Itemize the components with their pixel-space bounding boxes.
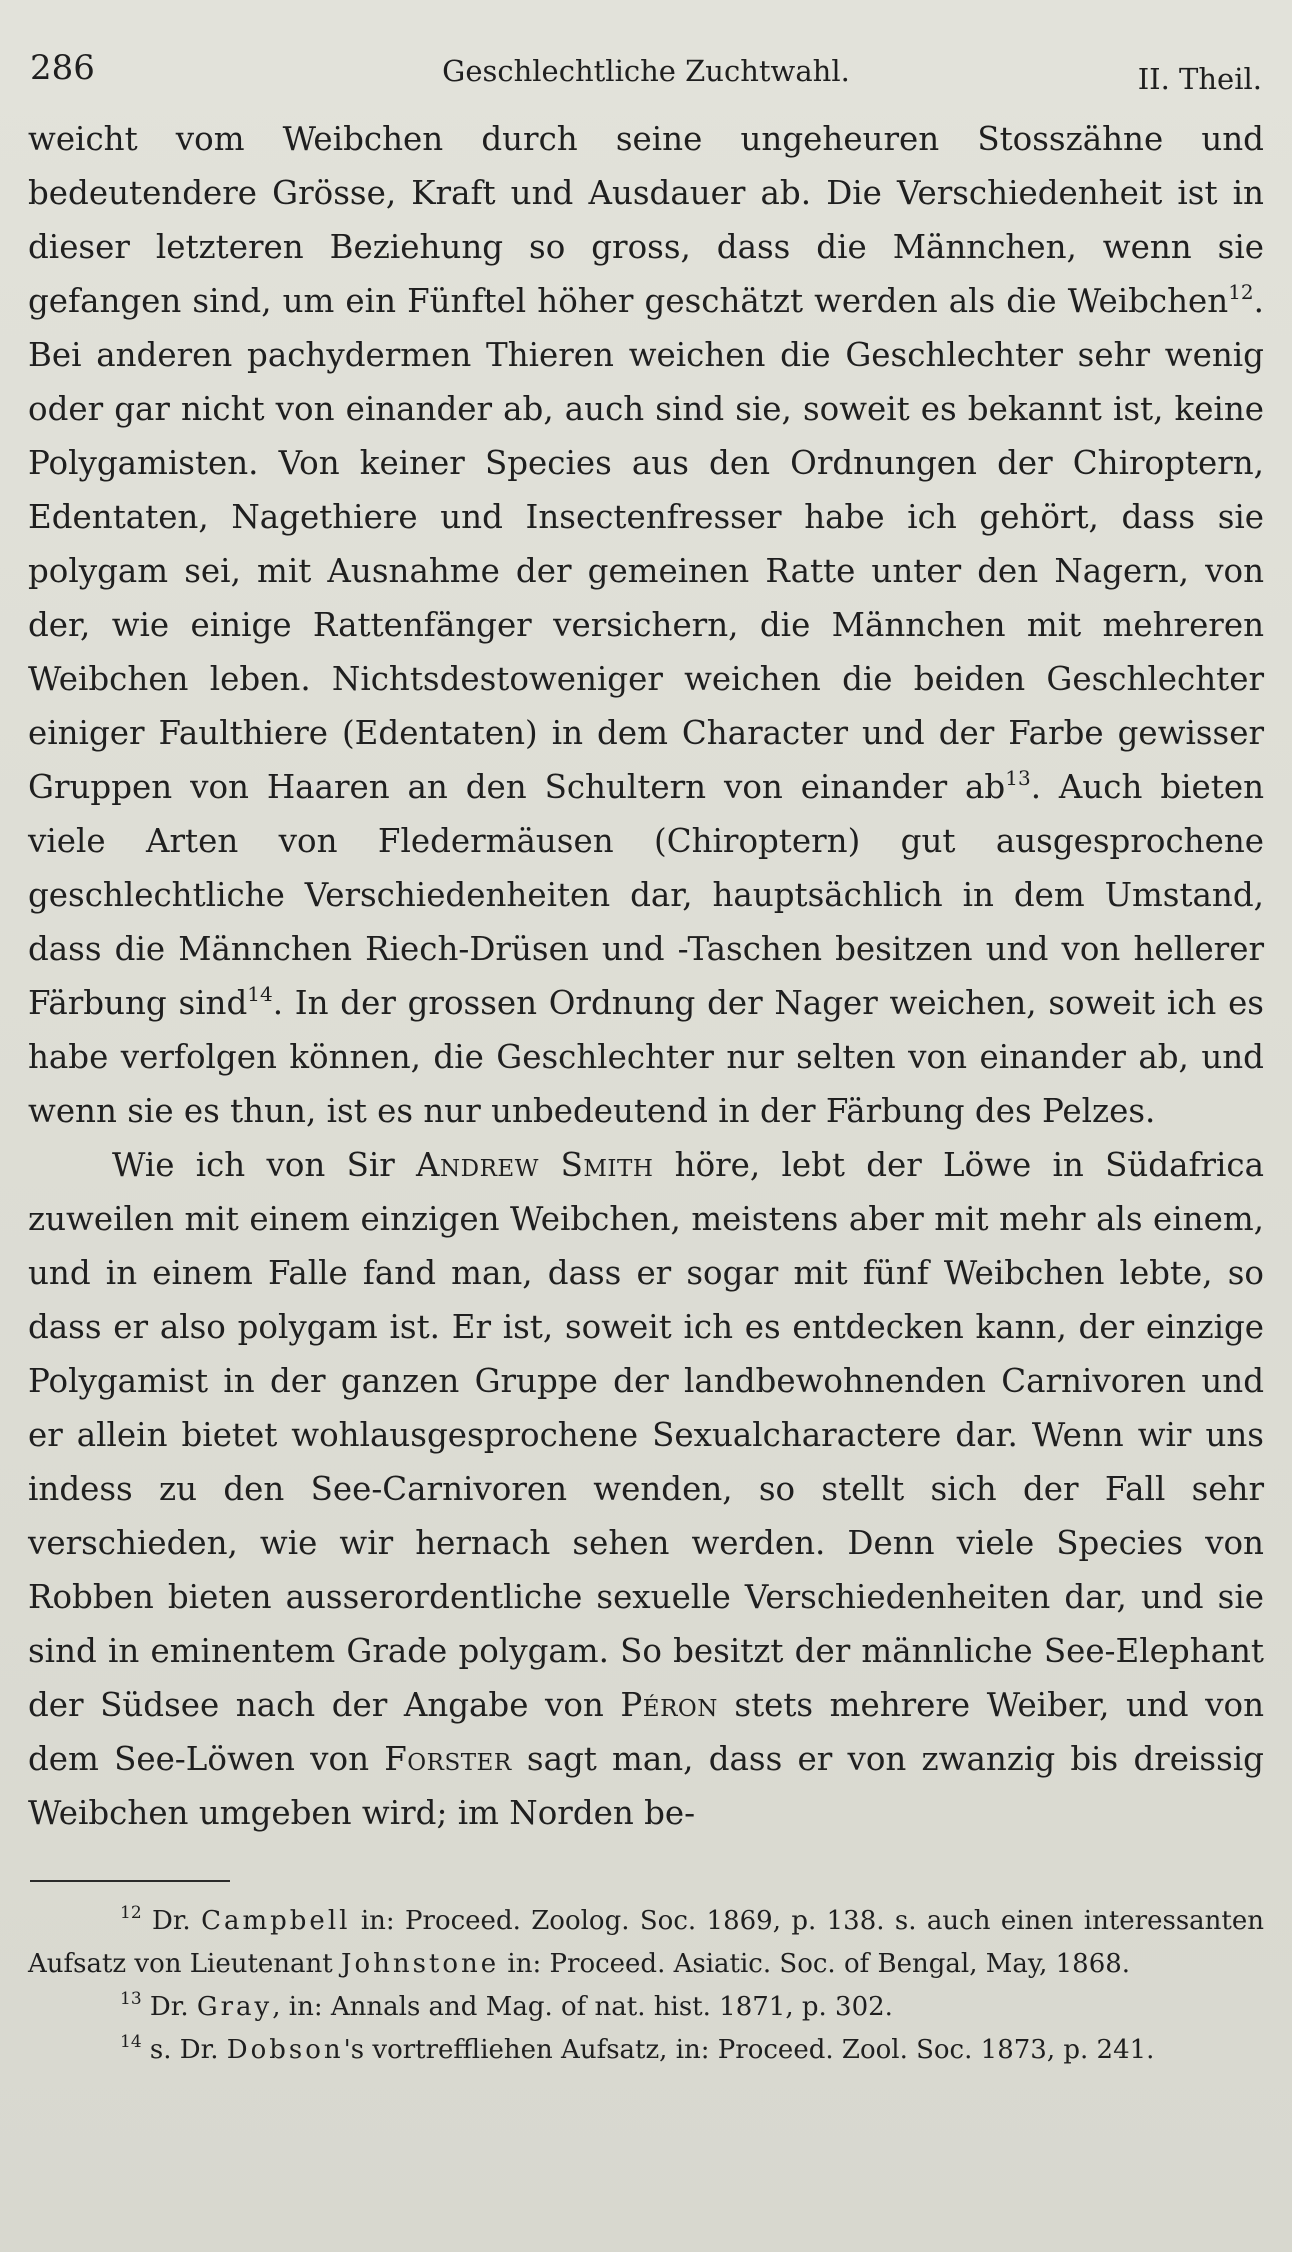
- text-segment: Wie ich von Sir: [112, 1146, 417, 1184]
- text-segment: 's vortreffliehen Aufsatz, in: Proceed. Zool. Soc. 1873, p. 241.: [343, 2035, 1155, 2065]
- author-name: Péron: [620, 1686, 718, 1724]
- footnote-number: 12: [120, 1903, 142, 1923]
- running-title: Geschlechtliche Zuchtwahl.: [442, 54, 850, 88]
- footnote-divider: [30, 1880, 230, 1882]
- footnote-14: [28, 2029, 1264, 2072]
- part-label: II. Theil.: [1137, 62, 1262, 96]
- text-segment: in: Proceed. Zoolog. Soc. 1869, p. 138. s. auch einen interessanten Aufsatz von Lieutenant: [28, 1906, 1264, 1979]
- page-number: 286: [30, 48, 95, 88]
- footnote-ref-13: 13: [1005, 766, 1031, 790]
- footnotes: [28, 1900, 1264, 2072]
- text-segment: . Auch bieten viele Arten von Fledermäusen (Chiroptern) gut ausgesprochene geschlechtliche Verschiedenheiten dar, hauptsächlich in dem Umstand, dass die Männchen Riech-Drüsen und -Taschen besitzen und von hellerer Färbung sind: [28, 768, 1264, 1022]
- author-name: Forster: [384, 1740, 512, 1778]
- text-segment: , in: Annals and Mag. of nat. hist. 1871, p. 302.: [272, 1992, 893, 2022]
- author-name: Andrew Smith: [416, 1146, 654, 1184]
- text-segment: sagt man, dass er von zwanzig bis dreissig Weibchen umgeben wird; im Norden be-: [28, 1740, 1264, 1832]
- body-text: [28, 112, 1264, 1840]
- footnote-number: 14: [120, 2032, 142, 2052]
- text-segment: höre, lebt der Löwe in Südafrica zuweilen mit einem einzigen Weibchen, meistens aber mit mehr als einem, und in einem Falle fand man, dass er sogar mit fünf Weibchen lebte, so dass er also polygam ist. Er ist, soweit ich es entdecken kann, der einzige Polygamist in der ganzen Gruppe der landbewohnenden Carnivoren und er allein bietet wohlausgesprochene Sexualcharactere dar. Wenn wir uns indess zu den See-Carnivoren wenden, so stellt sich der Fall sehr verschieden, wie wir hernach sehen werden. Denn viele Species von Robben bieten ausserordentliche sexuelle Verschiedenheiten dar, und sie sind in eminentem Grade polygam. So besitzt der männliche See-Elephant der Südsee nach der Angabe von: [28, 1146, 1264, 1724]
- text-segment: in: Proceed. Asiatic. Soc. of Bengal, May, 1868.: [499, 1949, 1131, 1979]
- text-segment: s. Dr.: [141, 2035, 227, 2065]
- page-header: [28, 38, 1264, 108]
- text-segment: Dr.: [141, 1992, 197, 2022]
- footnote-ref-12: 12: [1228, 280, 1254, 304]
- text-segment: . In der grossen Ordnung der Nager weichen, soweit ich es habe verfolgen können, die Geschlechter nur selten von einander ab, und wenn sie es thun, ist es nur unbedeutend in der Färbung des Pelzes.: [28, 984, 1264, 1130]
- author-name: Dobson: [226, 2035, 344, 2065]
- text-segment: Dr.: [141, 1906, 202, 1936]
- footnote-12: [28, 1900, 1264, 1986]
- author-name: Campbell: [201, 1906, 351, 1936]
- paragraph-1: [28, 112, 1264, 1138]
- footnote-ref-14: 14: [247, 982, 273, 1006]
- text-segment: stets mehrere Weiber, und von dem See-Löwen von: [28, 1686, 1264, 1778]
- footnote-number: 13: [120, 1989, 142, 2009]
- author-name: Johnstone: [341, 1949, 500, 1979]
- author-name: Gray: [196, 1992, 273, 2022]
- paragraph-2: [28, 1138, 1264, 1840]
- text-segment: weicht vom Weibchen durch seine ungeheuren Stosszähne und bedeutendere Grösse, Kraft und Ausdauer ab. Die Verschiedenheit ist in dieser letzteren Beziehung so gross, dass die Männchen, wenn sie gefangen sind, um ein Fünftel höher geschätzt werden als die Weibchen: [28, 120, 1264, 320]
- text-segment: . Bei anderen pachydermen Thieren weichen die Geschlechter sehr wenig oder gar nicht von einander ab, auch sind sie, soweit es bekannt ist, keine Polygamisten. Von keiner Species aus den Ordnungen der Chiroptern, Edentaten, Nagethiere und Insectenfresser habe ich gehört, dass sie polygam sei, mit Ausnahme der gemeinen Ratte unter den Nagern, von der, wie einige Rattenfänger versichern, die Männchen mit mehreren Weibchen leben. Nichtsdestoweniger weichen die beiden Geschlechter einiger Faulthiere (Edentaten) in dem Character und der Farbe gewisser Gruppen von Haaren an den Schultern von einander ab: [28, 282, 1264, 806]
- footnote-13: [28, 1986, 1264, 2029]
